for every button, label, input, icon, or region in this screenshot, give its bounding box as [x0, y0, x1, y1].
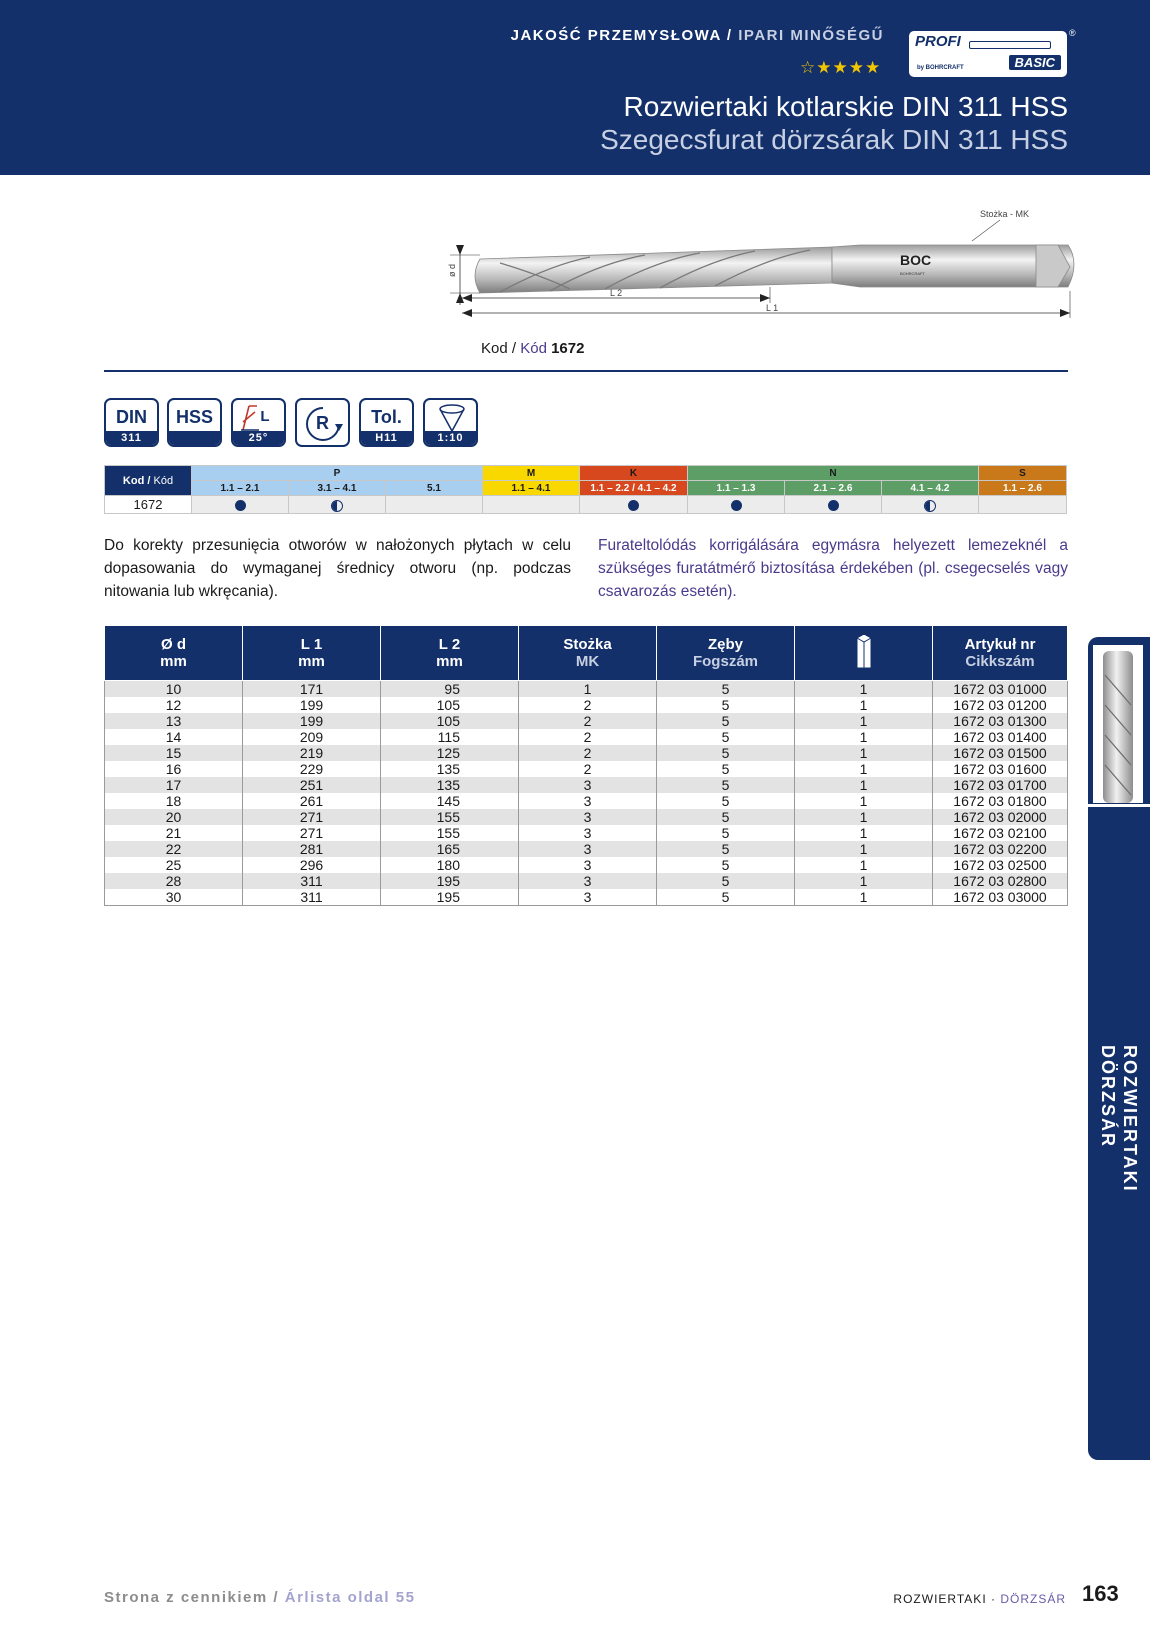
col-l2: L 2 mm — [381, 626, 519, 681]
logo-drill-icon — [969, 41, 1051, 49]
brand-mark: BOC — [900, 252, 932, 268]
table-cell: 3 — [519, 889, 657, 906]
table-cell: 1672 03 03000 — [933, 889, 1068, 906]
cone-icon — [437, 403, 467, 433]
table-cell: 28 — [105, 873, 243, 889]
table-cell: 1 — [795, 713, 933, 729]
table-cell: 1 — [795, 809, 933, 825]
table-cell: 17 — [105, 777, 243, 793]
table-cell: 3 — [519, 841, 657, 857]
table-cell: 3 — [519, 793, 657, 809]
col-diameter: Ø d mm — [105, 626, 243, 681]
table-cell: 5 — [657, 825, 795, 841]
table-cell: 135 — [381, 761, 519, 777]
package-icon — [854, 632, 874, 670]
table-cell: 15 — [105, 745, 243, 761]
table-cell: 5 — [657, 761, 795, 777]
table-cell: 1 — [795, 793, 933, 809]
page-title-pl: Rozwiertaki kotlarskie DIN 311 HSS — [623, 91, 1068, 122]
table-cell: 5 — [657, 729, 795, 745]
table-cell: 1672 03 02100 — [933, 825, 1068, 841]
description-hu: Furateltolódás korrigálására egymásra helyezett lemezeknél a szükséges furatátmérő biztosítása érdekében (pl. csegecselés vagy csavarozás esetén). — [598, 537, 1068, 600]
table-cell: 145 — [381, 793, 519, 809]
table-cell: 1 — [795, 745, 933, 761]
table-cell: 195 — [381, 873, 519, 889]
price-list-reference: Strona z cennikiem / Árlista oldal 55 — [104, 1589, 416, 1606]
suitable-icon — [828, 500, 839, 511]
dim-d-label: ø d — [447, 263, 457, 277]
table-cell: 199 — [243, 697, 381, 713]
table-row — [105, 745, 1068, 761]
table-cell: 195 — [381, 889, 519, 906]
material-table: Kod / Kód P M K N S 1.1 – 2.1 3.1 – 4.1 5.1 1.1 – 4.1 1.1 – 2.2 / 4.1 – 4.2 1.1 – 1.3 2.1 – 2.6 4.1 – 4.2 1.1 – 2.6 1672 — [104, 465, 1067, 514]
table-cell: 2 — [519, 729, 657, 745]
suitable-icon — [235, 500, 246, 511]
table-row — [105, 697, 1068, 713]
table-cell: 3 — [519, 825, 657, 841]
reamer-thumbnail — [1093, 645, 1143, 803]
table-row — [105, 761, 1068, 777]
description-pl: Do korekty przesunięcia otworów w nałożonych płytach w celu dopasowania do wymaganej średnicy otworu (np. podczas nitowania lub wkręcania). — [104, 537, 571, 600]
taper-label: Stożka - MK — [980, 209, 1030, 219]
table-cell: 13 — [105, 713, 243, 729]
helix-angle-badge: L 25° — [231, 398, 286, 447]
table-cell: 199 — [243, 713, 381, 729]
divider — [104, 370, 1068, 372]
group-p: P — [192, 466, 483, 481]
taper-ratio-badge: 1:10 — [423, 398, 478, 447]
table-cell: 5 — [657, 889, 795, 906]
table-row — [105, 889, 1068, 906]
table-cell: 14 — [105, 729, 243, 745]
table-cell: 2 — [519, 761, 657, 777]
tolerance-badge: Tol. H11 — [359, 398, 414, 447]
product-code: Kod / Kód 1672 — [481, 340, 585, 357]
table-cell: 125 — [381, 745, 519, 761]
table-cell: 1 — [795, 825, 933, 841]
table-cell: 115 — [381, 729, 519, 745]
table-cell: 1672 03 01300 — [933, 713, 1068, 729]
table-cell: 5 — [657, 745, 795, 761]
group-m: M — [483, 466, 580, 481]
svg-text:BOHRCRAFT: BOHRCRAFT — [900, 271, 925, 276]
table-cell: 18 — [105, 793, 243, 809]
partly-suitable-icon — [924, 500, 936, 512]
table-cell: 5 — [657, 713, 795, 729]
table-cell: 209 — [243, 729, 381, 745]
group-s: S — [979, 466, 1067, 481]
table-cell: 5 — [657, 873, 795, 889]
table-cell: 20 — [105, 809, 243, 825]
group-k: K — [580, 466, 688, 481]
table-cell: 5 — [657, 793, 795, 809]
table-cell: 3 — [519, 873, 657, 889]
hss-badge: HSS — [167, 398, 222, 447]
table-row — [105, 713, 1068, 729]
profi-basic-logo: PROFI by BOHRCRAFT BASIC — [909, 31, 1067, 77]
side-tab-divider — [1088, 804, 1150, 807]
table-cell: 10 — [105, 681, 243, 698]
dim-l2-label: L 2 — [610, 288, 623, 298]
table-cell: 1 — [795, 697, 933, 713]
partly-suitable-icon — [331, 500, 343, 512]
table-row — [105, 681, 1068, 698]
table-cell: 155 — [381, 825, 519, 841]
col-l1: L 1 mm — [243, 626, 381, 681]
reamer-drawing — [440, 205, 1080, 330]
table-cell: 25 — [105, 857, 243, 873]
suitable-icon — [731, 500, 742, 511]
suitable-icon — [628, 500, 639, 511]
table-cell: 1 — [795, 841, 933, 857]
table-cell: 229 — [243, 761, 381, 777]
product-table — [104, 625, 1068, 906]
table-cell: 165 — [381, 841, 519, 857]
material-code: 1672 — [105, 496, 192, 514]
table-cell: 1672 03 01000 — [933, 681, 1068, 698]
table-cell: 135 — [381, 777, 519, 793]
table-cell: 5 — [657, 777, 795, 793]
table-row — [105, 729, 1068, 745]
table-cell: 1672 03 02500 — [933, 857, 1068, 873]
side-tab-label: ROZWIERTAKI DÖRZSÁR — [1098, 1045, 1140, 1193]
col-package — [795, 626, 933, 681]
table-cell: 1672 03 01700 — [933, 777, 1068, 793]
table-cell: 1 — [795, 873, 933, 889]
table-cell: 2 — [519, 697, 657, 713]
table-cell: 1672 03 02200 — [933, 841, 1068, 857]
dim-l1-label: L 1 — [766, 303, 779, 313]
table-cell: 271 — [243, 809, 381, 825]
table-cell: 1672 03 01200 — [933, 697, 1068, 713]
table-row — [105, 857, 1068, 873]
din-badge: DIN 311 — [104, 398, 159, 447]
table-cell: 5 — [657, 809, 795, 825]
group-n: N — [688, 466, 979, 481]
table-cell: 271 — [243, 825, 381, 841]
table-row — [105, 793, 1068, 809]
page-title-hu: Szegecsfurat dörzsárak DIN 311 HSS — [600, 124, 1068, 155]
quality-tagline: JAKOŚĆ PRZEMYSŁOWA / IPARI MINŐSÉGŰ — [510, 27, 884, 44]
table-cell: 1 — [795, 889, 933, 906]
table-cell: 2 — [519, 745, 657, 761]
rating-stars: ☆★★★★ — [800, 58, 882, 77]
table-cell: 5 — [657, 841, 795, 857]
table-cell: 5 — [657, 857, 795, 873]
table-cell: 3 — [519, 857, 657, 873]
table-row — [105, 809, 1068, 825]
table-cell: 1 — [795, 777, 933, 793]
kod-header: Kod / Kód — [105, 466, 192, 496]
table-cell: 296 — [243, 857, 381, 873]
table-cell: 1672 03 02000 — [933, 809, 1068, 825]
table-cell: 1 — [519, 681, 657, 698]
page-number: 163 — [1082, 1581, 1119, 1606]
right-hand-cut-badge: R — [295, 398, 350, 447]
table-cell: 180 — [381, 857, 519, 873]
col-teeth: Zęby Fogszám — [657, 626, 795, 681]
table-cell: 16 — [105, 761, 243, 777]
table-cell: 1 — [795, 681, 933, 698]
table-cell: 30 — [105, 889, 243, 906]
table-cell: 5 — [657, 697, 795, 713]
table-cell: 2 — [519, 713, 657, 729]
footer-section-name: ROZWIERTAKI · DÖRZSÁR — [893, 1592, 1066, 1606]
table-cell: 21 — [105, 825, 243, 841]
table-cell: 251 — [243, 777, 381, 793]
col-article: Artykuł nr Cikkszám — [933, 626, 1068, 681]
table-cell: 261 — [243, 793, 381, 809]
table-cell: 219 — [243, 745, 381, 761]
col-taper: Stożka MK — [519, 626, 657, 681]
table-cell: 1672 03 01500 — [933, 745, 1068, 761]
table-cell: 3 — [519, 809, 657, 825]
table-cell: 311 — [243, 889, 381, 906]
table-cell: 281 — [243, 841, 381, 857]
table-cell: 105 — [381, 713, 519, 729]
table-cell: 1 — [795, 729, 933, 745]
table-cell: 1672 03 02800 — [933, 873, 1068, 889]
table-cell: 1672 03 01600 — [933, 761, 1068, 777]
table-cell: 1672 03 01400 — [933, 729, 1068, 745]
table-cell: 1672 03 01800 — [933, 793, 1068, 809]
table-cell: 3 — [519, 777, 657, 793]
table-cell: 12 — [105, 697, 243, 713]
table-cell: 311 — [243, 873, 381, 889]
table-row — [105, 777, 1068, 793]
table-cell: 95 — [381, 681, 519, 698]
table-cell: 171 — [243, 681, 381, 698]
table-cell: 1 — [795, 761, 933, 777]
table-cell: 22 — [105, 841, 243, 857]
table-row — [105, 825, 1068, 841]
table-cell: 155 — [381, 809, 519, 825]
table-cell: 5 — [657, 681, 795, 698]
table-cell: 105 — [381, 697, 519, 713]
table-cell: 1 — [795, 857, 933, 873]
table-row — [105, 841, 1068, 857]
registered-icon: ® — [1069, 28, 1076, 38]
table-row — [105, 873, 1068, 889]
